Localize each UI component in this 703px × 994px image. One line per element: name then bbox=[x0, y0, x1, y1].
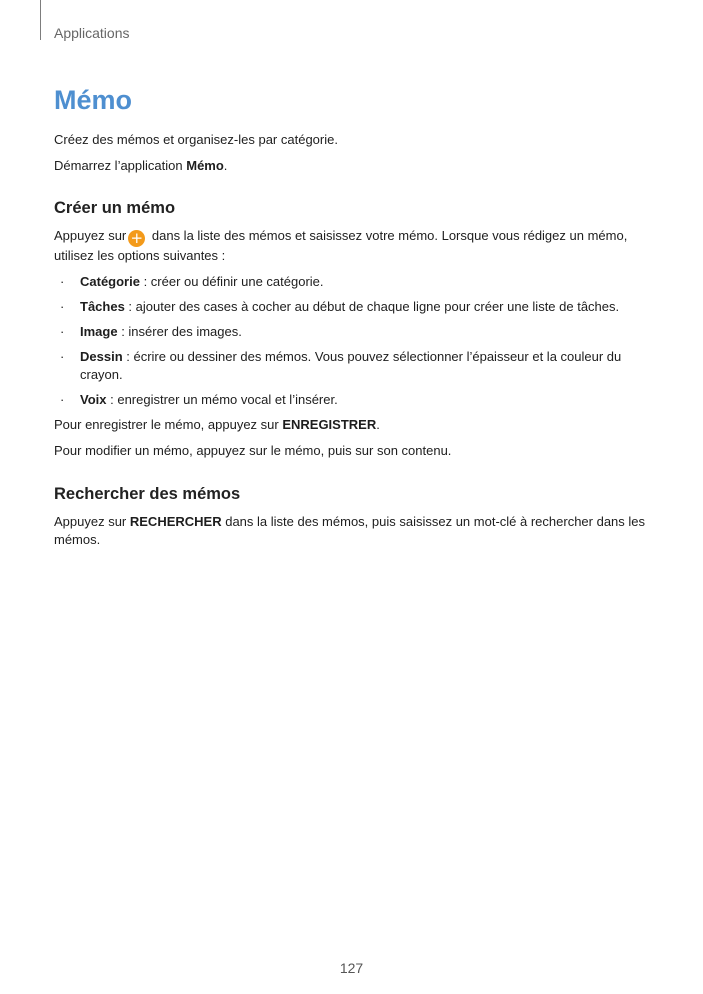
section-header: Applications bbox=[54, 25, 130, 41]
list-item: · Tâches : ajouter des cases à cocher au début de chaque ligne pour créer une liste de tâches. bbox=[60, 299, 620, 314]
bullet: · bbox=[60, 392, 65, 407]
plus-icon: + bbox=[128, 230, 145, 247]
margin-rule bbox=[40, 0, 41, 40]
create-instructions: Appuyez sur + dans la liste des mémos et saisissez votre mémo. Lorsque vous rédigez un mémo, utilisez les options suivantes : bbox=[54, 228, 628, 263]
page-number: 127 bbox=[339, 960, 364, 976]
bullet: · bbox=[60, 274, 65, 289]
options-list bbox=[54, 273, 654, 409]
bullet: · bbox=[60, 349, 65, 364]
page-content bbox=[54, 80, 654, 557]
list-item: · Voix : enregistrer un mémo vocal et l’insérer. bbox=[60, 392, 338, 407]
list-item: · Image : insérer des images. bbox=[60, 324, 242, 339]
list-item: · Catégorie : créer ou définir une catégorie. bbox=[60, 274, 324, 289]
intro-line-2: Démarrez l’application Mémo. bbox=[54, 158, 228, 173]
record-instructions: Pour enregistrer le mémo, appuyez sur ENREGISTRER. bbox=[54, 417, 380, 432]
heading-create-memo: Créer un mémo bbox=[54, 199, 176, 217]
app-name: Mémo bbox=[186, 158, 224, 173]
search-instructions: Appuyez sur RECHERCHER dans la liste des mémos, puis saisissez un mot-clé à rechercher dans les mémos. bbox=[54, 514, 646, 547]
edit-instructions: Pour modifier un mémo, appuyez sur le mémo, puis sur son contenu. bbox=[54, 443, 452, 458]
list-item: · Dessin : écrire ou dessiner des mémos. Vous pouvez sélectionner l’épaisseur et la couleur du crayon. bbox=[60, 349, 622, 382]
heading-search-memos: Rechercher des mémos bbox=[54, 485, 241, 503]
intro-line-1: Créez des mémos et organisez-les par catégorie. bbox=[54, 132, 338, 147]
page-title: Mémo bbox=[54, 85, 133, 115]
bullet: · bbox=[60, 324, 65, 339]
bullet: · bbox=[60, 299, 65, 314]
